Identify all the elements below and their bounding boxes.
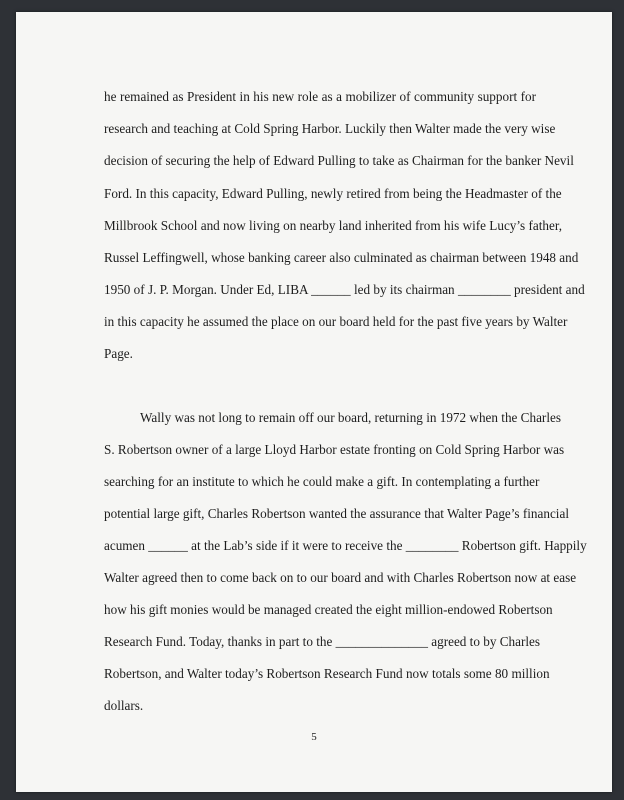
paragraph-1-line-7: 1950 of J. P. Morgan. Under Ed, LIBA ______ led by its chairman ________ president and: [104, 282, 585, 297]
paragraph-2-line-1: Wally was not long to remain off our board, returning in 1972 when the Charles: [140, 410, 561, 425]
paragraph-1-line-9: Page.: [104, 346, 133, 361]
paragraph-2-line-5: acumen ______ at the Lab’s side if it were to receive the ________ Robertson gift. Happily: [104, 538, 587, 553]
paragraph-2-line-2: S. Robertson owner of a large Lloyd Harbor estate fronting on Cold Spring Harbor was: [104, 442, 565, 457]
paragraph-1-line-8: in this capacity he assumed the place on our board held for the past five years by Walter: [104, 314, 568, 329]
paragraph-2-line-4: potential large gift, Charles Robertson wanted the assurance that Walter Page’s financial: [104, 506, 569, 521]
paragraph-2-line-7: how his gift monies would be managed created the eight million-endowed Robertson: [104, 602, 553, 617]
paragraph-1-line-5: Millbrook School and now living on nearby land inherited from his wife Lucy’s father,: [104, 218, 563, 233]
paragraph-1-line-6: Russel Leffingwell, whose banking career also culminated as chairman between 1948 and: [104, 250, 579, 265]
paragraph-1-line-4: Ford. In this capacity, Edward Pulling, newly retired from being the Headmaster of the: [104, 186, 562, 201]
page-number: 5: [311, 731, 317, 743]
typed-text: [104, 12, 587, 792]
document-page: [16, 12, 612, 792]
paragraph-1-line-2: research and teaching at Cold Spring Harbor. Luckily then Walter made the very wise: [104, 121, 556, 136]
paragraph-2-line-6: Walter agreed then to come back on to our board and with Charles Robertson now at ease: [104, 570, 577, 585]
paragraph-2-line-8: Research Fund. Today, thanks in part to the ______________ agreed to by Charles: [104, 634, 541, 649]
paragraph-2-line-3: searching for an institute to which he could make a gift. In contemplating a further: [104, 474, 540, 489]
paragraph-2-line-10: dollars.: [104, 698, 144, 713]
paragraph-2-line-9: Robertson, and Walter today’s Robertson Research Fund now totals some 80 million: [104, 666, 550, 681]
paragraph-1-line-1: he remained as President in his new role as a mobilizer of community support for: [104, 89, 536, 104]
paragraph-1-line-3: decision of securing the help of Edward Pulling to take as Chairman for the banker Nevil: [104, 153, 574, 168]
